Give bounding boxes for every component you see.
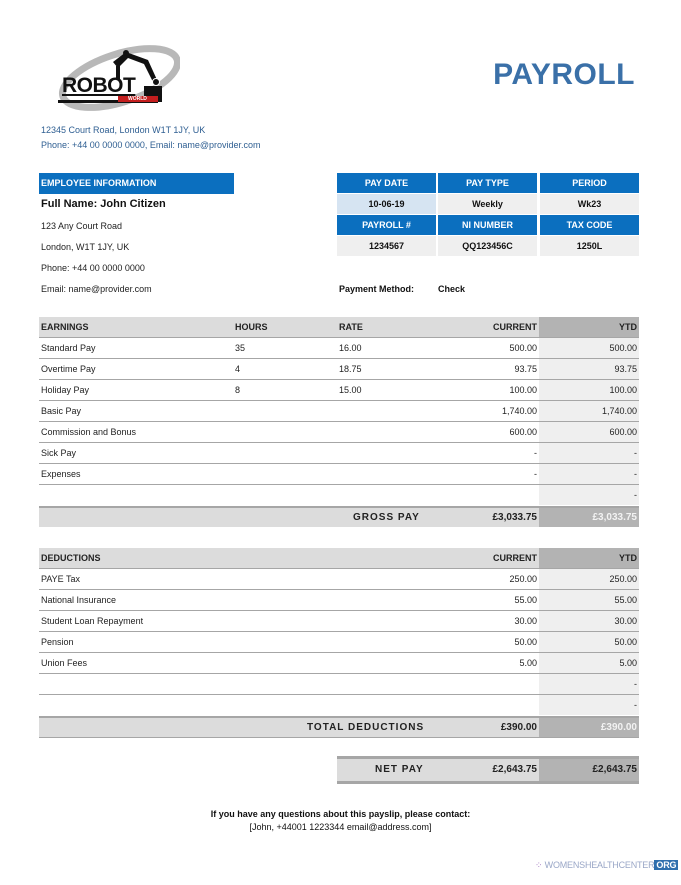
gross-pay-label: GROSS PAY	[353, 512, 420, 523]
net-pay-row	[337, 756, 639, 784]
table-row	[39, 653, 639, 674]
earnings-header-row	[39, 317, 639, 338]
deductions-header-row	[39, 548, 639, 569]
table-row	[39, 485, 639, 506]
row-current: 55.00	[514, 595, 537, 605]
row-item: Standard Pay	[41, 343, 96, 353]
table-row	[39, 338, 639, 359]
gross-pay-ytd: £3,033.75	[592, 512, 637, 523]
row-item: Pension	[41, 637, 74, 647]
earnings-col-ytd: YTD	[619, 322, 637, 332]
period-label: PERIOD	[540, 173, 639, 193]
employee-address-line1: 123 Any Court Road	[41, 221, 123, 231]
row-ytd: -	[634, 490, 637, 500]
employee-phone: Phone: +44 00 0000 0000	[41, 263, 145, 273]
row-item: National Insurance	[41, 595, 117, 605]
row-ytd: 600.00	[609, 427, 637, 437]
row-current: 1,740.00	[501, 406, 537, 416]
row-item: PAYE Tax	[41, 574, 81, 584]
pay-date-label: PAY DATE	[337, 173, 436, 193]
table-row	[39, 632, 639, 653]
employee-full-name: Full Name: John Citizen	[41, 198, 166, 210]
company-logo	[58, 42, 180, 114]
table-row	[39, 422, 639, 443]
row-current: 30.00	[514, 616, 537, 626]
watermark-suffix: ORG	[656, 860, 677, 870]
row-item: Overtime Pay	[41, 364, 96, 374]
total-deductions-ytd: £390.00	[600, 722, 637, 733]
gross-pay-row	[39, 506, 639, 527]
row-current: 100.00	[509, 385, 537, 395]
row-ytd: -	[634, 469, 637, 479]
period-value: Wk23	[540, 194, 639, 214]
total-deductions-row	[39, 716, 639, 738]
row-ytd: -	[634, 700, 637, 710]
pay-type-value: Weekly	[438, 194, 537, 214]
earnings-col-item: EARNINGS	[41, 322, 89, 332]
ni-number-label: NI NUMBER	[438, 215, 537, 235]
table-row	[39, 590, 639, 611]
ni-number-value: QQ123456C	[438, 236, 537, 256]
table-row	[39, 674, 639, 695]
earnings-col-hours: HOURS	[235, 322, 268, 332]
row-item: Sick Pay	[41, 448, 77, 458]
table-row	[39, 443, 639, 464]
net-pay-label: NET PAY	[375, 764, 424, 775]
payroll-number-value: 1234567	[337, 236, 436, 256]
row-hours: 8	[235, 385, 241, 395]
tax-code-value: 1250L	[540, 236, 639, 256]
table-row	[39, 359, 639, 380]
row-ytd: 5.00	[619, 658, 637, 668]
row-ytd: 500.00	[609, 343, 637, 353]
payment-method-value: Check	[438, 284, 466, 294]
deductions-col-item: DEDUCTIONS	[41, 553, 101, 563]
earnings-col-current: CURRENT	[493, 322, 537, 332]
footer-contact: [John, +44001 1223344 email@address.com]	[249, 822, 432, 832]
table-row	[39, 695, 639, 716]
row-ytd: 250.00	[609, 574, 637, 584]
row-rate: 15.00	[339, 385, 362, 395]
watermark-text: WOMENSHEALTHCENTER	[544, 860, 655, 870]
tax-code-label: TAX CODE	[540, 215, 639, 235]
row-ytd: 93.75	[614, 364, 637, 374]
row-hours: 4	[235, 364, 241, 374]
total-deductions-label: TOTAL DEDUCTIONS	[307, 722, 425, 733]
row-current: -	[534, 448, 537, 458]
row-current: 93.75	[514, 364, 537, 374]
row-hours: 35	[235, 343, 246, 353]
row-item: Student Loan Repayment	[41, 616, 144, 626]
table-row	[39, 380, 639, 401]
total-deductions-current: £390.00	[500, 722, 537, 733]
pay-type-label: PAY TYPE	[438, 173, 537, 193]
row-ytd: 30.00	[614, 616, 637, 626]
deductions-col-ytd: YTD	[619, 553, 637, 563]
row-item: Commission and Bonus	[41, 427, 137, 437]
row-item: Holiday Pay	[41, 385, 90, 395]
row-rate: 18.75	[339, 364, 362, 374]
payment-method-label: Payment Method:	[339, 284, 415, 294]
employee-email: Email: name@provider.com	[41, 284, 152, 294]
row-item: Union Fees	[41, 658, 88, 668]
row-ytd: -	[634, 448, 637, 458]
pay-date-value: 10-06-19	[337, 194, 436, 214]
row-ytd: 1,740.00	[601, 406, 637, 416]
payroll-number-label: PAYROLL #	[337, 215, 436, 235]
logo-text: ROBOT	[62, 74, 136, 97]
company-contact: Phone: +44 00 0000 0000, Email: name@provider.com	[41, 140, 261, 150]
row-ytd: 55.00	[614, 595, 637, 605]
employee-info-header: EMPLOYEE INFORMATION	[39, 173, 234, 194]
deductions-col-current: CURRENT	[493, 553, 537, 563]
row-ytd: 50.00	[614, 637, 637, 647]
row-current: 250.00	[509, 574, 537, 584]
dots-icon: ⁘	[535, 860, 543, 870]
footer-question: If you have any questions about this payslip, please contact:	[210, 809, 471, 819]
row-ytd: -	[634, 679, 637, 689]
company-address: 12345 Court Road, London W1T 1JY, UK	[41, 125, 206, 135]
row-current: 600.00	[509, 427, 537, 437]
table-row	[39, 569, 639, 590]
watermark	[535, 860, 678, 871]
logo-subtext: WORLD	[128, 96, 147, 102]
earnings-col-rate: RATE	[339, 322, 363, 332]
row-current: 500.00	[509, 343, 537, 353]
page-title: PAYROLL	[493, 58, 635, 91]
row-current: 5.00	[519, 658, 537, 668]
row-item: Expenses	[41, 469, 81, 479]
row-rate: 16.00	[339, 343, 362, 353]
gross-pay-current: £3,033.75	[492, 512, 537, 523]
row-current: 50.00	[514, 637, 537, 647]
net-pay-current: £2,643.75	[492, 764, 537, 775]
row-ytd: 100.00	[609, 385, 637, 395]
row-current: -	[534, 469, 537, 479]
table-row	[39, 611, 639, 632]
net-pay-ytd: £2,643.75	[592, 764, 637, 775]
employee-address-line2: London, W1T 1JY, UK	[41, 242, 130, 252]
row-item: Basic Pay	[41, 406, 82, 416]
table-row	[39, 401, 639, 422]
table-row	[39, 464, 639, 485]
